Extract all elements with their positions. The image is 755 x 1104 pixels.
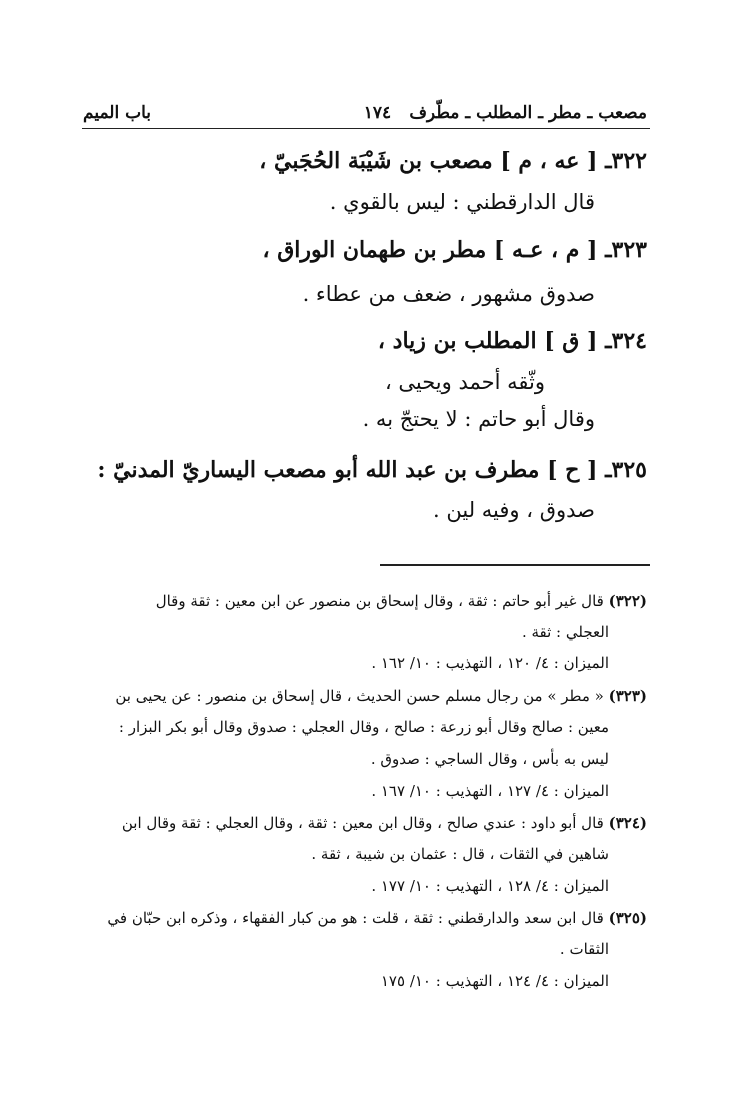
page-number: ١٧٤ xyxy=(363,103,392,123)
entry-number: ٣٢٣ xyxy=(611,237,647,263)
entry-number: ٣٢٤ xyxy=(611,328,647,354)
footnote-line: ليس به بأس ، وقال الساجي : صدوق . xyxy=(370,750,609,768)
footnote-line: معين : صالح وقال أبو زرعة : صالح ، وقال العجلي : صدوق وقال أبو بكر البزار : xyxy=(118,718,609,736)
footnote-text: قال غير أبو حاتم : ثقة ، وقال إسحاق بن منصور عن ابن معين : ثقة وقال xyxy=(155,592,604,610)
footnote-separator xyxy=(380,564,650,566)
chapter-title: باب الميم xyxy=(83,103,152,123)
entry-heading xyxy=(259,146,647,176)
footnote-text: « مطر » من رجال مسلم حسن الحديث ، قال إسحاق بن منصور : عن يحيى بن xyxy=(115,687,604,705)
footnote-line: الميزان : ٤/ ١٢٤ ، التهذيب : ١٠/ ١٧٥ xyxy=(380,972,609,990)
footnote-number: (٣٢٥) xyxy=(608,909,647,927)
entry-heading-text: ـ [ ق ] المطلب بن زياد ، xyxy=(377,328,612,354)
header-rule xyxy=(82,128,650,129)
entry-number: ٣٢٥ xyxy=(611,457,647,483)
footnote-line: الميزان : ٤/ ١٢٠ ، التهذيب : ١٠/ ١٦٢ . xyxy=(371,654,609,672)
entry-text-line: صدوق مشهور ، ضعف من عطاء . xyxy=(302,282,595,306)
footnote-text: قال ابن سعد والدارقطني : ثقة ، قلت : هو من كبار الفقهاء ، وذكره ابن حبّان في xyxy=(107,909,604,927)
footnote-number: (٣٢٤) xyxy=(608,814,647,832)
footnote-line: شاهين في الثقات ، قال : عثمان بن شيبة ، ثقة . xyxy=(311,845,609,863)
footnote-line: الميزان : ٤/ ١٢٧ ، التهذيب : ١٠/ ١٦٧ . xyxy=(371,782,609,800)
footnote-line xyxy=(156,590,647,612)
entry-text-line: وثّقه أحمد ويحيى ، xyxy=(384,370,545,394)
footnote-number: (٣٢٣) xyxy=(608,687,647,705)
entry-number: ٣٢٢ xyxy=(611,148,647,174)
entry-text-line: قال الدارقطني : ليس بالقوي . xyxy=(329,190,595,214)
footnote-line: الثقات . xyxy=(559,940,609,958)
entry-heading-text: ـ [ عه ، م ] مصعب بن شَيْبَة الحُجَبيّ ، xyxy=(259,148,612,174)
footnote-number: (٣٢٢) xyxy=(608,592,647,610)
footnote-line xyxy=(115,685,647,707)
footnote-line xyxy=(122,812,647,834)
footnote-text: قال أبو داود : عندي صالح ، وقال ابن معين : ثقة ، وقال العجلي : ثقة وقال ابن xyxy=(121,814,604,832)
entry-text-line: صدوق ، وفيه لين . xyxy=(433,498,595,522)
footnote-line: العجلي : ثقة . xyxy=(521,623,609,641)
entry-heading-text: ـ [ م ، عـه ] مطر بن طهمان الوراق ، xyxy=(262,237,612,263)
entry-heading-text: ـ [ ح ] مطرف بن عبد الله أبو مصعب اليساريّ المدنيّ : xyxy=(97,457,612,483)
running-header-title: مصعب ـ مطر ـ المطلب ـ مطّرف xyxy=(409,103,647,123)
entry-heading xyxy=(262,235,647,265)
footnote-line: الميزان : ٤/ ١٢٨ ، التهذيب : ١٠/ ١٧٧ . xyxy=(371,877,609,895)
footnote-line xyxy=(107,907,647,929)
entry-text-line: وقال أبو حاتم : لا يحتجّ به . xyxy=(362,407,595,431)
entry-heading xyxy=(97,455,647,485)
entry-heading xyxy=(378,326,647,356)
